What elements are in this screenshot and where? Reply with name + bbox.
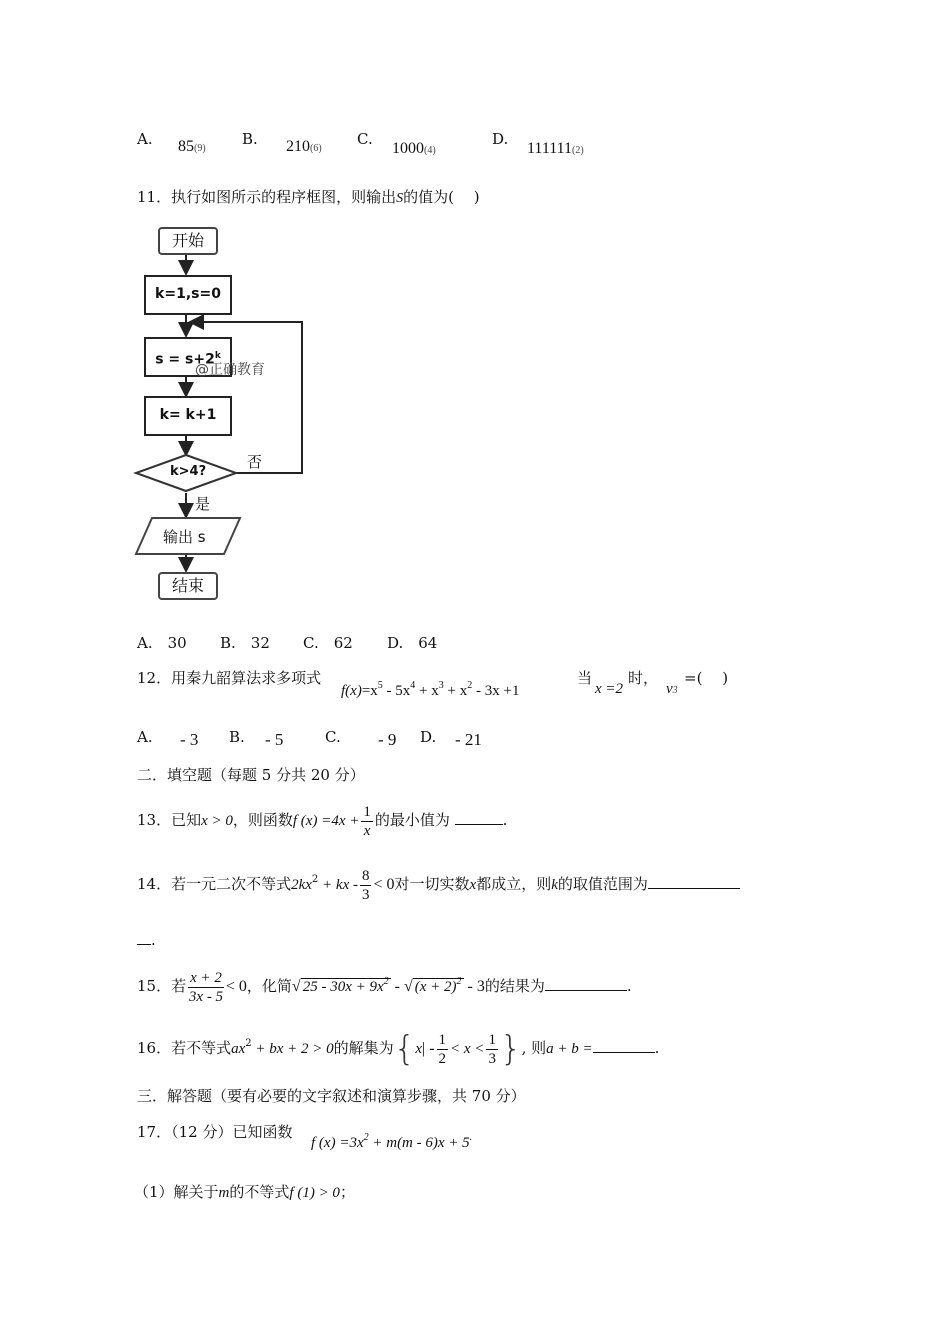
watermark: @正确教育 (195, 362, 265, 378)
flowchart-init-box: k=1,s=0 (144, 275, 232, 315)
q12-option-d-value: - 21 (455, 730, 482, 749)
q12-option-b-letter: B. (229, 728, 245, 746)
q12-tail: =( ) (684, 669, 729, 687)
flowchart-condition-text: k>4? (170, 464, 207, 479)
q14: 14．若一元二次不等式$2kx^2$ + kx - $\frac{8}{3}$ < 0对一切实数x都成立，则k的取值范围为 (137, 862, 740, 904)
q16: 16．若不等式$ax^2$ + bx + 2 > 0的解集为{x| - $\frac{1}{2}$ < x < $\frac{1}{3}$ }, 则a + b = . (137, 1029, 660, 1069)
q10-option-a-letter: A. (137, 130, 153, 148)
q15: 15．若 $\frac{x + 2}{3x - 5}$ < 0，化简√ $25 - 30x + 9x^2$ - √ $(x + 2)^2 - 3$的结果为 . (137, 969, 632, 1005)
q10-option-c-value: 1000(4) (392, 140, 436, 157)
q11-option-c: C. 62 (303, 634, 353, 652)
flowchart-start: 开始 (158, 227, 218, 255)
q12-option-d-letter: D. (420, 728, 437, 746)
q17-function: f $(x) =3x^2 + m(m - 6)x + 5^.$ (311, 1132, 473, 1151)
q11-option-d: D. 64 (387, 634, 438, 652)
q11-option-a: A. 30 (137, 634, 187, 652)
section-2-heading: 二．填空题（每题 5 分共 20 分） (137, 766, 365, 784)
flowchart-yes-label: 是 (195, 495, 211, 513)
q12-option-c-value: - 9 (378, 730, 397, 749)
q13: 13．已知x > 0，则函数f (x) =4x + $\frac{1}{x}$ 的最小值为 . (137, 803, 508, 839)
q10-option-d-value: 111111(2) (527, 140, 584, 157)
section-3-heading: 三．解答题（要有必要的文字叙述和演算步骤，共 70 分） (137, 1087, 526, 1105)
q12-option-c-letter: C. (325, 728, 341, 746)
q11-stem: 11．执行如图所示的程序框图，则输出S的值为( ) (137, 188, 480, 206)
q10-option-c-letter: C. (357, 130, 373, 148)
q12-option-a-value: - 3 (180, 730, 199, 749)
flowchart-no-label: 否 (247, 453, 263, 471)
q12-shi: 时， (628, 669, 659, 687)
q10-option-d-letter: D. (492, 130, 509, 148)
q12-when: 当 (577, 669, 593, 687)
q12-option-b-value: - 5 (265, 730, 284, 749)
flowchart-output-text: 输出 s (163, 528, 206, 546)
q12-stem: 12．用秦九韶算法求多项式 (137, 669, 322, 687)
q17-stem: 17．（12 分）已知函数 (137, 1123, 293, 1141)
flowchart-end: 结束 (158, 572, 218, 600)
q14-continuation: . (137, 930, 156, 949)
q17-part-1: （1）解关于m的不等式f (1) > 0； (134, 1183, 355, 1201)
q12-x-value: x =2 (595, 681, 624, 697)
q11-option-b: B. 32 (220, 634, 270, 652)
q10-option-a-value: 85(9) (178, 138, 206, 155)
flowchart-sum-box: $s = s+2^k$ (144, 337, 232, 377)
q12-polynomial: $f(x)=x^5 - 5x^4 + x^3 + x^2 - 3x +1$ (341, 680, 520, 699)
flowchart-increment-box: k= k+1 (144, 396, 232, 436)
q10-option-b-value: 210(6) (286, 138, 322, 155)
q12-v3: v3 (666, 681, 678, 697)
q10-option-b-letter: B. (242, 130, 258, 148)
flowchart-connectors (0, 0, 950, 620)
q12-option-a-letter: A. (137, 728, 153, 746)
